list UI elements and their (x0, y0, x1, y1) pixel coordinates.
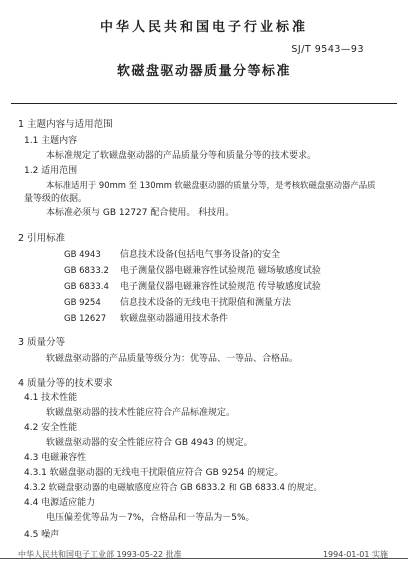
section-2-heading: 2 引用标准 (18, 233, 66, 244)
section-4-3-1-text: 4.3.1 软磁盘驱动器的无线电干扰限值应符合 GB 9254 的规定。 (24, 468, 284, 478)
section-1-2-heading: 1.2 适用范围 (24, 166, 78, 176)
section-3-heading: 3 质量分等 (18, 337, 66, 348)
ref-code-4: GB 9254 (64, 298, 101, 308)
section-4-4-text: 电压偏差优等品为－7%，合格品和一等品为－5%。 (46, 513, 255, 523)
approval-note: 中华人民共和国电子工业部 1993-05-22 批准 (18, 550, 182, 559)
section-4-1-heading: 4.1 技术性能 (24, 393, 78, 403)
section-4-3-2-text: 4.3.2 软磁盘驱动器的电磁敏感度应符合 GB 6833.2 和 GB 6833.4 的规定。 (24, 483, 323, 493)
standard-category-title: 中华人民共和国电子行业标准 (99, 20, 308, 35)
implementation-date: 1994-01-01 实施 (322, 550, 388, 559)
ref-code-1: GB 4943 (64, 250, 101, 260)
standard-number: SJ/T 9543—93 (291, 44, 364, 55)
section-4-5-heading: 4.5 噪声 (24, 530, 60, 540)
section-1-2-text-line2: 量等级的依据。 (24, 194, 88, 204)
section-4-2-heading: 4.2 安全性能 (24, 423, 78, 433)
ref-code-2: GB 6833.2 (64, 266, 109, 276)
section-4-heading: 4 质量分等的技术要求 (18, 378, 113, 389)
ref-title-2: 电子测量仪器电磁兼容性试验规范 磁场敏感度试验 (120, 266, 321, 276)
ref-title-3: 电子测量仪器电磁兼容性试验规范 传导敏感度试验 (120, 282, 321, 292)
section-4-2-text: 软磁盘驱动器的安全性能应符合 GB 4943 的规定。 (46, 438, 253, 448)
ref-title-4: 信息技术设备的无线电干扰限值和测量方法 (120, 298, 292, 308)
section-4-4-heading: 4.4 电源适应能力 (24, 498, 96, 508)
ref-title-5: 软磁盘驱动器通用技术条件 (120, 314, 229, 324)
section-4-3-heading: 4.3 电磁兼容性 (24, 453, 87, 463)
document-title: 软磁盘驱动器质量分等标准 (116, 64, 291, 79)
section-4-1-text: 软磁盘驱动器的技术性能应符合产品标准规定。 (46, 408, 236, 418)
section-1-2-text-line1: 本标准适用于 90mm 至 130mm 软磁盘驱动器的质量分等，是考核软磁盘驱动器产品质 (46, 180, 376, 190)
section-1-1-text: 本标准规定了软磁盘驱动器的产品质量分等和质量分等的技术要求。 (46, 151, 317, 161)
section-1-2-text-line3: 本标准必须与 GB 12727 配合使用。 科技用。 (46, 208, 235, 218)
section-1-1-heading: 1.1 主题内容 (24, 136, 78, 146)
ref-code-3: GB 6833.4 (64, 282, 109, 292)
ref-code-5: GB 12627 (64, 314, 107, 324)
ref-title-1: 信息技术设备(包括电气事务设备)的安全 (120, 250, 281, 260)
section-1-heading: 1 主题内容与适用范围 (18, 119, 113, 130)
header-divider (11, 103, 397, 104)
section-3-text: 软磁盘驱动器的产品质量等级分为：优等品、一等品、合格品。 (46, 354, 299, 364)
